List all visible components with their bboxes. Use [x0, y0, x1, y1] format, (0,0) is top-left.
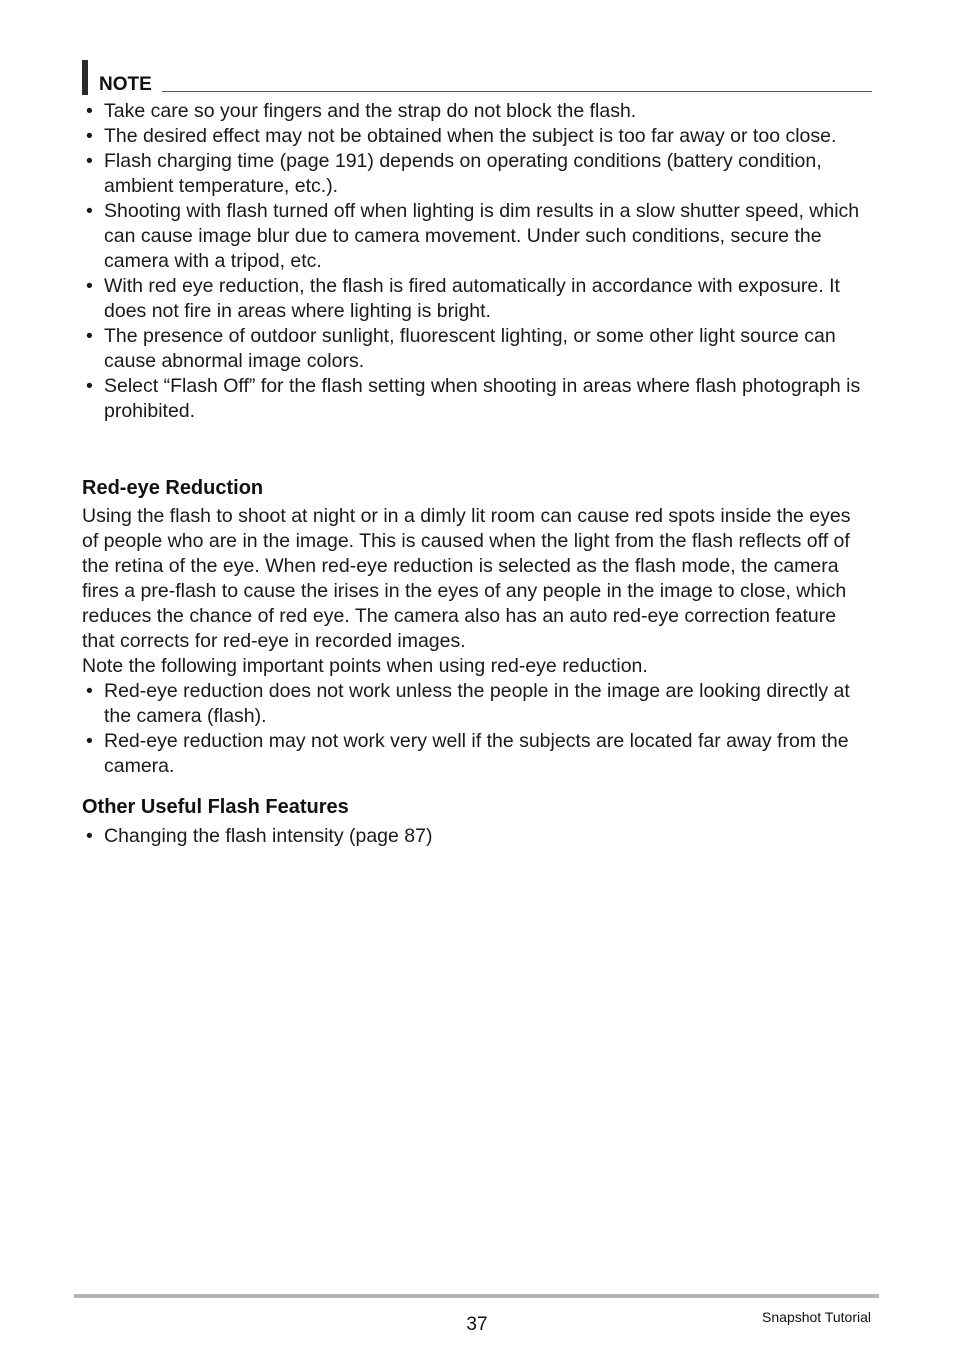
list-item: • Flash charging time (page 191) depends on operating conditions (battery condition, ambient temperature, etc.).: [86, 150, 822, 197]
list-item: • The desired effect may not be obtained when the subject is too far away or too close.: [86, 125, 837, 147]
page-number: 37: [466, 1314, 488, 1335]
other-features-heading: Other Useful Flash Features: [82, 796, 349, 818]
list-item: • Take care so your fingers and the strap do not block the flash.: [86, 100, 637, 122]
bullet-icon: •: [86, 730, 93, 752]
list-item: • Red-eye reduction may not work very well if the subjects are located far away from the camera.: [86, 730, 849, 777]
bullet-icon: •: [86, 200, 93, 222]
bullet-icon: •: [86, 125, 93, 147]
note-divider: [162, 91, 872, 92]
note-header: [82, 60, 872, 96]
red-eye-list: [82, 679, 872, 779]
bullet-icon: •: [86, 150, 93, 172]
list-item: • Shooting with flash turned off when lighting is dim results in a slow shutter speed, which can cause image blur due to camera movement. Under such conditions, secure the camera with a tripod, etc.: [86, 200, 860, 272]
list-item: • The presence of outdoor sunlight, fluorescent lighting, or some other light source can cause abnormal image colors.: [86, 325, 836, 372]
list-item: • Changing the flash intensity (page 87): [86, 825, 433, 847]
bullet-icon: •: [86, 680, 93, 702]
red-eye-heading: Red-eye Reduction: [82, 477, 264, 499]
bullet-icon: •: [86, 100, 93, 122]
red-eye-intro: Note the following important points when using red-eye reduction.: [82, 655, 648, 677]
list-item: • With red eye reduction, the flash is fired automatically in accordance with exposure. It does not fire in areas where lighting is bright.: [86, 275, 840, 322]
note-list: [82, 99, 872, 424]
red-eye-paragraph: Using the flash to shoot at night or in a dimly lit room can cause red spots inside the eyes of people who are in the image. This is caused when the light from the flash reflects off of the retina of the eye. When red-eye reduction is selected as the flash mode, the camera fires a pre-flash to cause the irises in the eyes of any people in the image to close, which reduces the chance of red eye. The camera also has an auto red-eye correction feature that corrects for red-eye in recorded images.: [82, 505, 851, 652]
footer-section-label: Snapshot Tutorial: [762, 1309, 871, 1325]
bullet-icon: •: [86, 325, 93, 347]
note-label: NOTE: [99, 74, 152, 95]
list-item: • Select “Flash Off” for the flash setting when shooting in areas where flash photograph is prohibited.: [86, 375, 861, 422]
bullet-icon: •: [86, 275, 93, 297]
list-item: • Red-eye reduction does not work unless the people in the image are looking directly at the camera (flash).: [86, 680, 850, 727]
other-features-list: [82, 824, 872, 849]
note-marker-bar: [82, 60, 88, 95]
footer-divider: [74, 1294, 879, 1298]
bullet-icon: •: [86, 825, 93, 847]
bullet-icon: •: [86, 375, 93, 397]
